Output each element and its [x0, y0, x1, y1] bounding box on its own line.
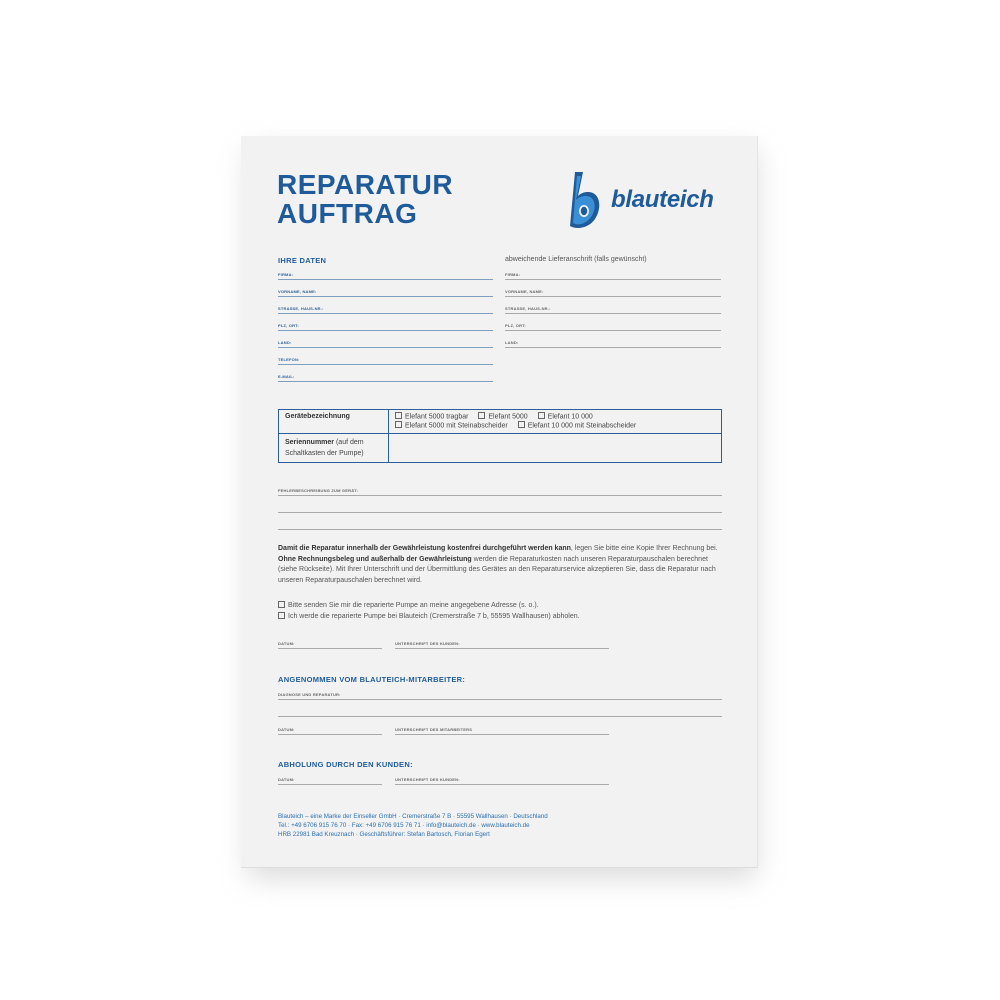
country-label: LAND:: [278, 340, 292, 345]
country-field[interactable]: [278, 333, 493, 348]
phone-label: TELEFON:: [278, 357, 300, 362]
street-label: STRASSE, HAUS-NR.:: [278, 306, 324, 311]
pickup-date-field[interactable]: [278, 770, 382, 785]
title-line-2: AUFTRAG: [277, 198, 418, 229]
pickup-signature-label: UNTERSCHRIFT DES KUNDEN:: [395, 777, 460, 782]
delivery-company-label: FIRMA:: [505, 272, 521, 277]
pickup-signature-field[interactable]: [395, 770, 609, 785]
footer: [278, 812, 548, 839]
employee-signature-field[interactable]: [395, 720, 609, 735]
serial-row: [279, 433, 722, 462]
checkbox-icon[interactable]: [278, 601, 285, 608]
pickup-heading: ABHOLUNG DURCH DEN KUNDEN:: [278, 760, 413, 769]
employee-signature-label: UNTERSCHRIFT DES MITARBEITERS: [395, 727, 473, 732]
device-option[interactable]: Elefant 5000 mit Steinabscheider: [395, 422, 508, 429]
phone-field[interactable]: [278, 350, 493, 365]
delivery-zip-city-field[interactable]: [505, 316, 721, 331]
diagnosis-label: DIAGNOSE UND REPARATUR:: [278, 692, 341, 697]
warranty-paragraph: Damit die Reparatur innerhalb der Gewährleistung kostenfrei durchgeführt werden kann, legen Sie bitte eine Kopie Ihrer Rechnung bei. Ohne Rechnungsbeleg und außerhalb der Gewährleistung werden die Reparaturkosten nach unseren Reparaturpauschalen berechnet (siehe Rückseite). Mit Ihrer Unterschrift und der Übermittlung des Gerätes an den Reparaturservice akzeptieren Sie, dass die Reparatur nach unseren Reparaturpauschalen berechnet wird.: [278, 545, 718, 584]
brand-logo: [565, 170, 725, 232]
delivery-name-field[interactable]: [505, 282, 721, 297]
checkbox-icon[interactable]: [278, 612, 285, 619]
delivery-country-field[interactable]: [505, 333, 721, 348]
company-field[interactable]: [278, 265, 493, 280]
logo-wordmark: blauteich: [611, 186, 714, 213]
fault-description-line[interactable]: [278, 498, 722, 513]
street-field[interactable]: [278, 299, 493, 314]
delivery-name-label: VORNAME, NAME:: [505, 289, 544, 294]
device-label: Gerätebezeichnung: [285, 413, 350, 420]
serial-label-cell: [279, 433, 389, 462]
fault-description-field[interactable]: [278, 481, 722, 496]
employee-date-field[interactable]: [278, 720, 382, 735]
zip-city-field[interactable]: [278, 316, 493, 331]
device-option[interactable]: Elefant 10 000 mit Steinabscheider: [518, 422, 637, 429]
name-label: VORNAME, NAME:: [278, 289, 317, 294]
return-option-pickup[interactable]: Ich werde die reparierte Pumpe bei Blauteich (Cremerstraße 7 b, 55595 Wallhausen) abholen.: [278, 611, 580, 622]
device-table: [278, 409, 722, 463]
diagnosis-line[interactable]: [278, 702, 722, 717]
serial-label-note: (auf dem Schaltkasten der Pumpe): [285, 438, 364, 457]
email-label: E-MAIL:: [278, 374, 295, 379]
employee-date-label: DATUM:: [278, 727, 295, 732]
delivery-street-field[interactable]: [505, 299, 721, 314]
employee-heading: ANGENOMMEN VOM BLAUTEICH-MITARBEITER:: [278, 675, 466, 684]
footer-line-3: HRB 22981 Bad Kreuznach · Geschäftsführer: Stefan Bartosch, Florian Egert: [278, 831, 490, 838]
footer-line-1: Blauteich – eine Marke der Einseller GmbH · Cremerstraße 7 B · 55595 Wallhausen · Deutschland: [278, 813, 548, 820]
return-option-send[interactable]: Bitte senden Sie mir die reparierte Pumpe an meine angegebene Adresse (s. o.).: [278, 600, 580, 611]
device-option[interactable]: Elefant 5000: [478, 413, 527, 420]
serial-input-cell[interactable]: [389, 433, 722, 462]
return-options: [278, 600, 580, 622]
logo-b-icon: [565, 170, 609, 232]
fault-description-label: FEHLERBESCHREIBUNG ZUM GERÄT:: [278, 488, 359, 493]
document-title: [277, 170, 453, 228]
delivery-heading: abweichende Lieferanschrift (falls gewünscht): [505, 256, 647, 263]
device-option[interactable]: Elefant 10 000: [538, 413, 593, 420]
fault-description-line[interactable]: [278, 515, 722, 530]
repair-order-form: [241, 136, 758, 868]
name-field[interactable]: [278, 282, 493, 297]
diagnosis-field[interactable]: [278, 685, 722, 700]
delivery-country-label: LAND:: [505, 340, 519, 345]
footer-line-2: Tel.: +49 6706 915 76 70 · Fax: +49 6706 915 76 71 · info@blauteich.de · www.blauteich.de: [278, 822, 530, 829]
customer-signature-field[interactable]: [395, 634, 609, 649]
device-label-cell: [279, 410, 389, 434]
customer-signature-label: UNTERSCHRIFT DES KUNDEN:: [395, 641, 460, 646]
customer-date-label: DATUM:: [278, 641, 295, 646]
your-data-heading: IHRE DATEN: [278, 256, 327, 265]
serial-label: Seriennummer: [285, 438, 335, 446]
delivery-street-label: STRASSE, HAUS-NR.:: [505, 306, 551, 311]
title-line-1: REPARATUR: [277, 169, 454, 200]
pickup-date-label: DATUM:: [278, 777, 295, 782]
company-label: FIRMA:: [278, 272, 294, 277]
checkbox-icon[interactable]: [395, 412, 402, 419]
checkbox-icon[interactable]: [395, 421, 402, 428]
checkbox-icon[interactable]: [538, 412, 545, 419]
delivery-zip-city-label: PLZ, ORT:: [505, 323, 526, 328]
checkbox-icon[interactable]: [518, 421, 525, 428]
checkbox-icon[interactable]: [478, 412, 485, 419]
zip-city-label: PLZ, ORT:: [278, 323, 299, 328]
device-options-cell: [389, 410, 722, 434]
email-field[interactable]: [278, 367, 493, 382]
delivery-company-field[interactable]: [505, 265, 721, 280]
device-option[interactable]: Elefant 5000 tragbar: [395, 413, 468, 420]
device-row: [279, 410, 722, 434]
customer-date-field[interactable]: [278, 634, 382, 649]
